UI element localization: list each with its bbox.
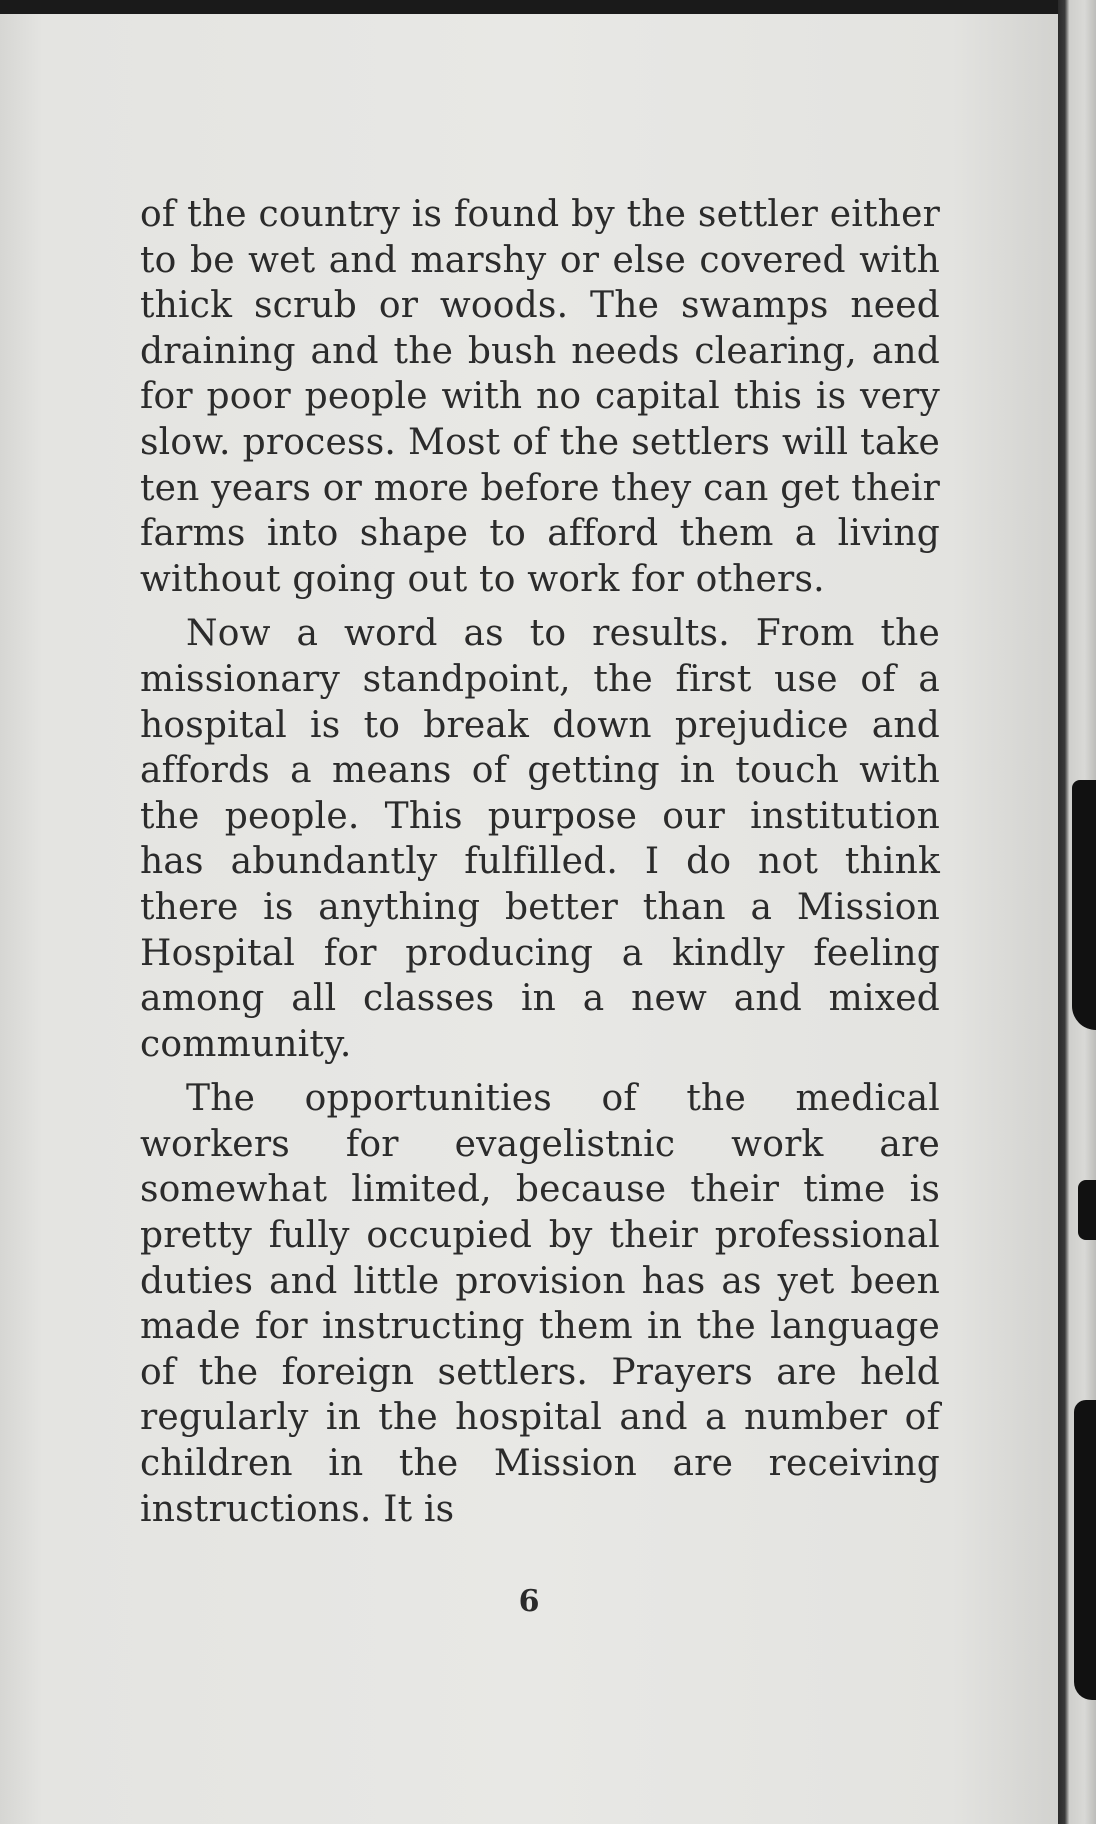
paragraph-1: of the country is found by the settler either to be wet and marshy or else covered with thick scrub or woods. The swamps need draining and the bush needs clearing, and for poor people with no capital this is very slow. process. Most of the settlers will take ten years or more before they can get their farms into shape to afford them a living without going out to work for others. [140,194,940,600]
body-text [140,192,940,1541]
book-page [0,14,1058,1824]
page-number: 6 [518,1584,540,1619]
spine-shadow-mark-lower [1074,1400,1096,1700]
spine-shadow-mark-small [1078,1180,1096,1240]
spine-shadow-mark [1072,780,1096,1030]
paragraph-2: Now a word as to results. From the missionary standpoint, the first use of a hospital is to break down prejudice and affords a means of getting in touch with the people. This purpose our institution has abundantly fulfilled. I do not think there is anything better than a Mission Hospital for producing a kindly feeling among all classes in a new and mixed community. [140,613,940,1065]
scan-top-edge [0,0,1096,14]
book-spine-edge [1058,0,1096,1824]
paragraph-3: The opportunities of the medical workers for evagelistnic work are somewhat limited, because their time is pretty fully occupied by their professional duties and little provision has as yet been made for instructing them in the language of the foreign settlers. Prayers are held regularly in the hospital and a number of children in the Mission are receiving instructions. It is [140,1078,940,1530]
